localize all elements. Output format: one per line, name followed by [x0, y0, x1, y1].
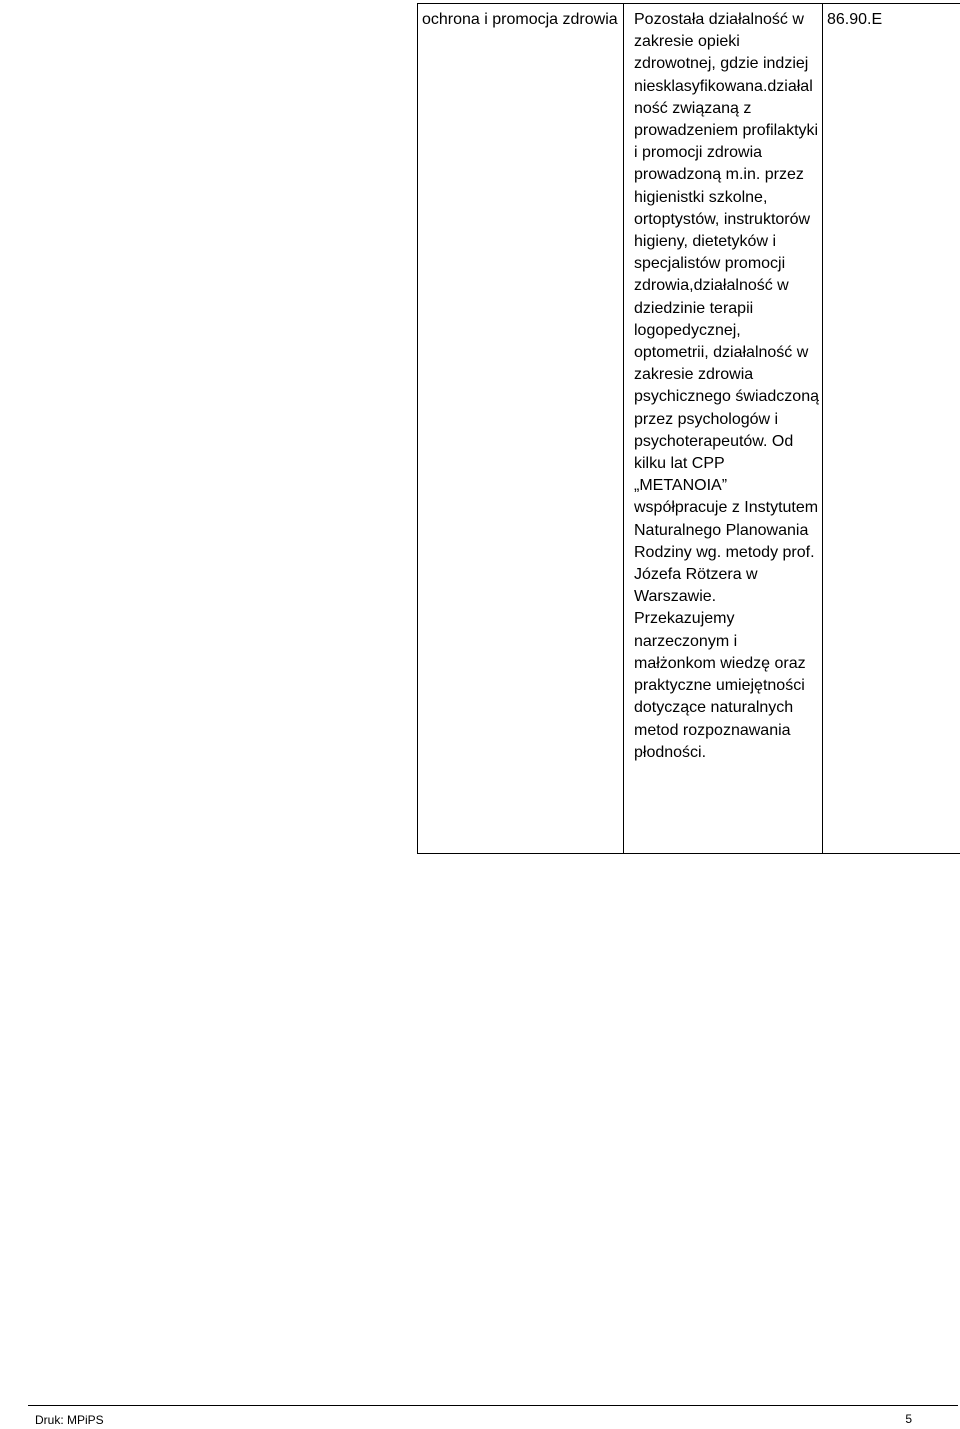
page-number: 5 [905, 1412, 912, 1426]
activity-table [417, 3, 960, 854]
description-cell: Pozostała działalność w zakresie opieki zdrowotnej, gdzie indziej niesklasyfikowana.działalność związaną z prowadzeniem profilaktyki i promocji zdrowia prowadzoną m.in. przez higienistki szkolne, ortoptystów, instruktorów higieny, dietetyków i specjalistów promocji zdrowia,działalność w dziedzinie terapii logopedycznej, optometrii, działalność w zakresie zdrowia psychicznego świadczoną przez psychologów i psychoterapeutów. Od kilku lat CPP „METANOIA” współpracuje z Instytutem Naturalnego Planowania Rodziny wg. metody prof. Józefa Rötzera w Warszawie. Przekazujemy narzeczonym i małżonkom wiedzę oraz praktyczne umiejętności dotyczące naturalnych metod rozpoznawania płodności. [624, 4, 823, 854]
footer-divider [28, 1405, 958, 1406]
footer-print-label: Druk: MPiPS [35, 1413, 104, 1427]
category-cell: ochrona i promocja zdrowia [418, 4, 624, 854]
table-row [418, 4, 960, 854]
code-cell: 86.90.E [823, 4, 960, 854]
